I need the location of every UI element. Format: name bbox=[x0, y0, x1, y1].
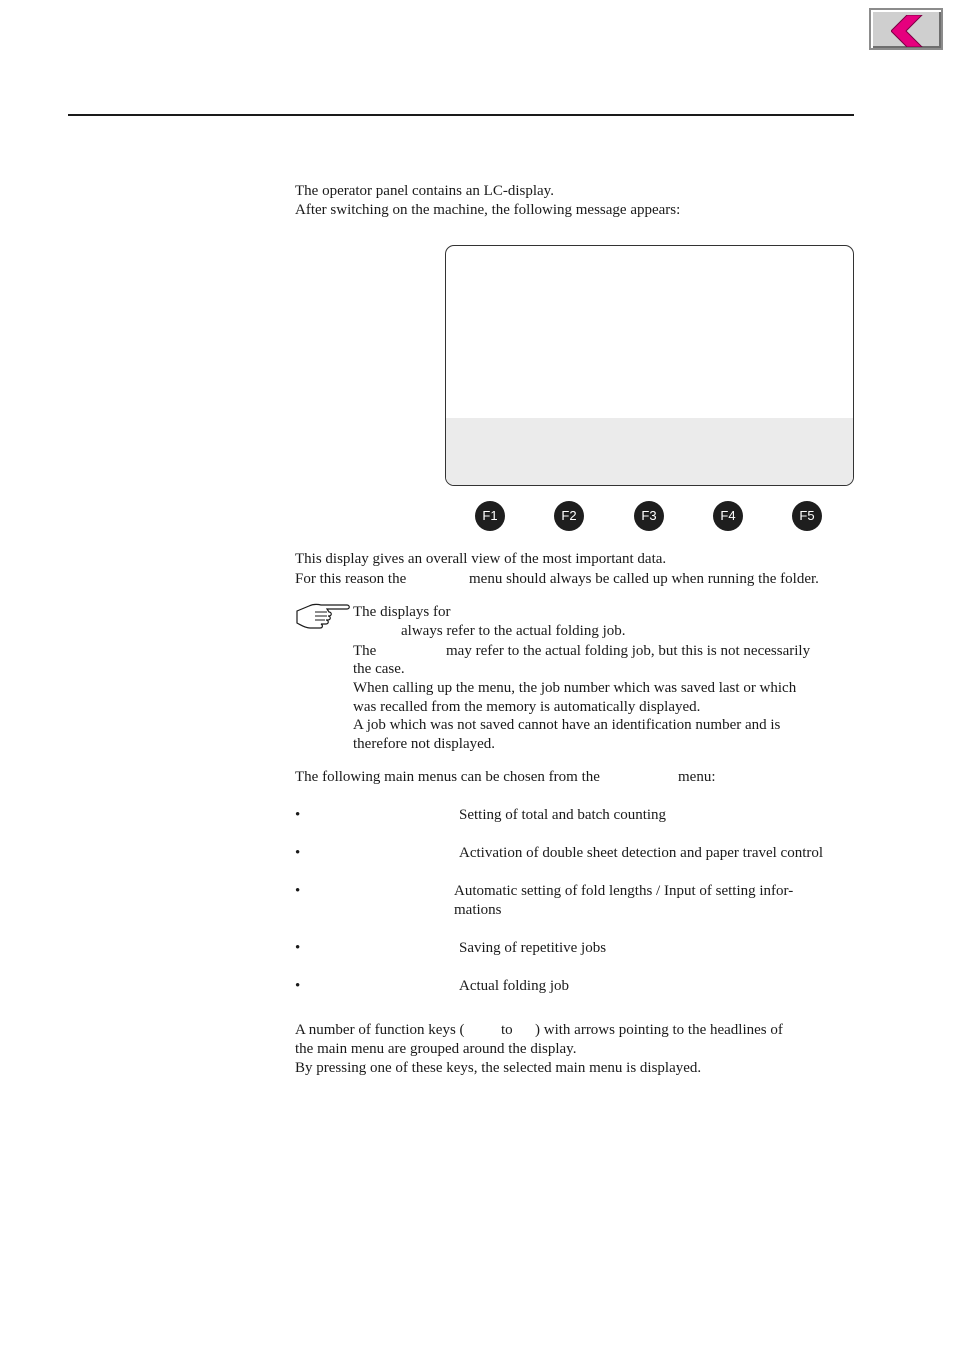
note-line-1: The displays for bbox=[353, 604, 451, 620]
overview-line-2a: For this reason the bbox=[295, 571, 407, 587]
list-item-desc: Activation of double sheet detection and paper travel control bbox=[459, 845, 824, 861]
fkeys-line-1a: A number of function keys ( bbox=[295, 1022, 465, 1038]
note-line-5: When calling up the menu, the job number which was saved last or which bbox=[353, 680, 797, 696]
note-line-4: the case. bbox=[353, 661, 405, 677]
list-item-desc-cont: mations bbox=[454, 902, 502, 918]
note-line-6: was recalled from the memory is automatically displayed. bbox=[353, 699, 701, 715]
list-bullet: • bbox=[295, 845, 301, 861]
chevron-left-icon bbox=[891, 15, 925, 47]
note-line-3a: The bbox=[353, 643, 377, 659]
list-item-desc: Actual folding job bbox=[459, 978, 569, 994]
overview-line-1: This display gives an overall view of the most important data. bbox=[295, 551, 667, 567]
note-line-7: A job which was not saved cannot have an identification number and is bbox=[353, 717, 781, 733]
function-key-f1[interactable]: F1 bbox=[475, 501, 505, 531]
fkeys-line-2: the main menu are grouped around the display. bbox=[295, 1041, 577, 1057]
note-line-2: always refer to the actual folding job. bbox=[401, 623, 626, 639]
list-bullet: • bbox=[295, 978, 301, 994]
function-key-f3[interactable]: F3 bbox=[634, 501, 664, 531]
intro-line-1: The operator panel contains an LC-display. bbox=[295, 183, 554, 199]
lc-display-footer bbox=[446, 418, 853, 485]
list-item-desc: Automatic setting of fold lengths / Input of setting infor- bbox=[454, 883, 794, 899]
fkeys-line-3: By pressing one of these keys, the selected main menu is displayed. bbox=[295, 1060, 702, 1076]
main-menus-intro-a: The following main menus can be chosen from the bbox=[295, 769, 600, 785]
overview-line-2b: menu should always be called up when running the folder. bbox=[469, 571, 819, 587]
list-item-desc: Saving of repetitive jobs bbox=[459, 940, 607, 956]
function-key-f4[interactable]: F4 bbox=[713, 501, 743, 531]
list-item-desc: Setting of total and batch counting bbox=[459, 807, 667, 823]
note-line-3b: may refer to the actual folding job, but this is not necessarily bbox=[446, 643, 811, 659]
note-line-8: therefore not displayed. bbox=[353, 736, 496, 752]
header-rule bbox=[68, 114, 854, 116]
fkeys-line-1c: ) with arrows pointing to the headlines of bbox=[535, 1022, 783, 1038]
back-button[interactable] bbox=[869, 8, 943, 50]
function-key-f5[interactable]: F5 bbox=[792, 501, 822, 531]
fkeys-line-1b: to bbox=[501, 1022, 513, 1038]
list-bullet: • bbox=[295, 807, 301, 823]
lc-display bbox=[445, 245, 854, 486]
pointing-hand-icon bbox=[295, 601, 351, 631]
main-menus-intro-b: menu: bbox=[678, 769, 716, 785]
list-bullet: • bbox=[295, 940, 301, 956]
intro-line-2: After switching on the machine, the following message appears: bbox=[295, 202, 681, 218]
list-bullet: • bbox=[295, 883, 301, 899]
function-key-f2[interactable]: F2 bbox=[554, 501, 584, 531]
